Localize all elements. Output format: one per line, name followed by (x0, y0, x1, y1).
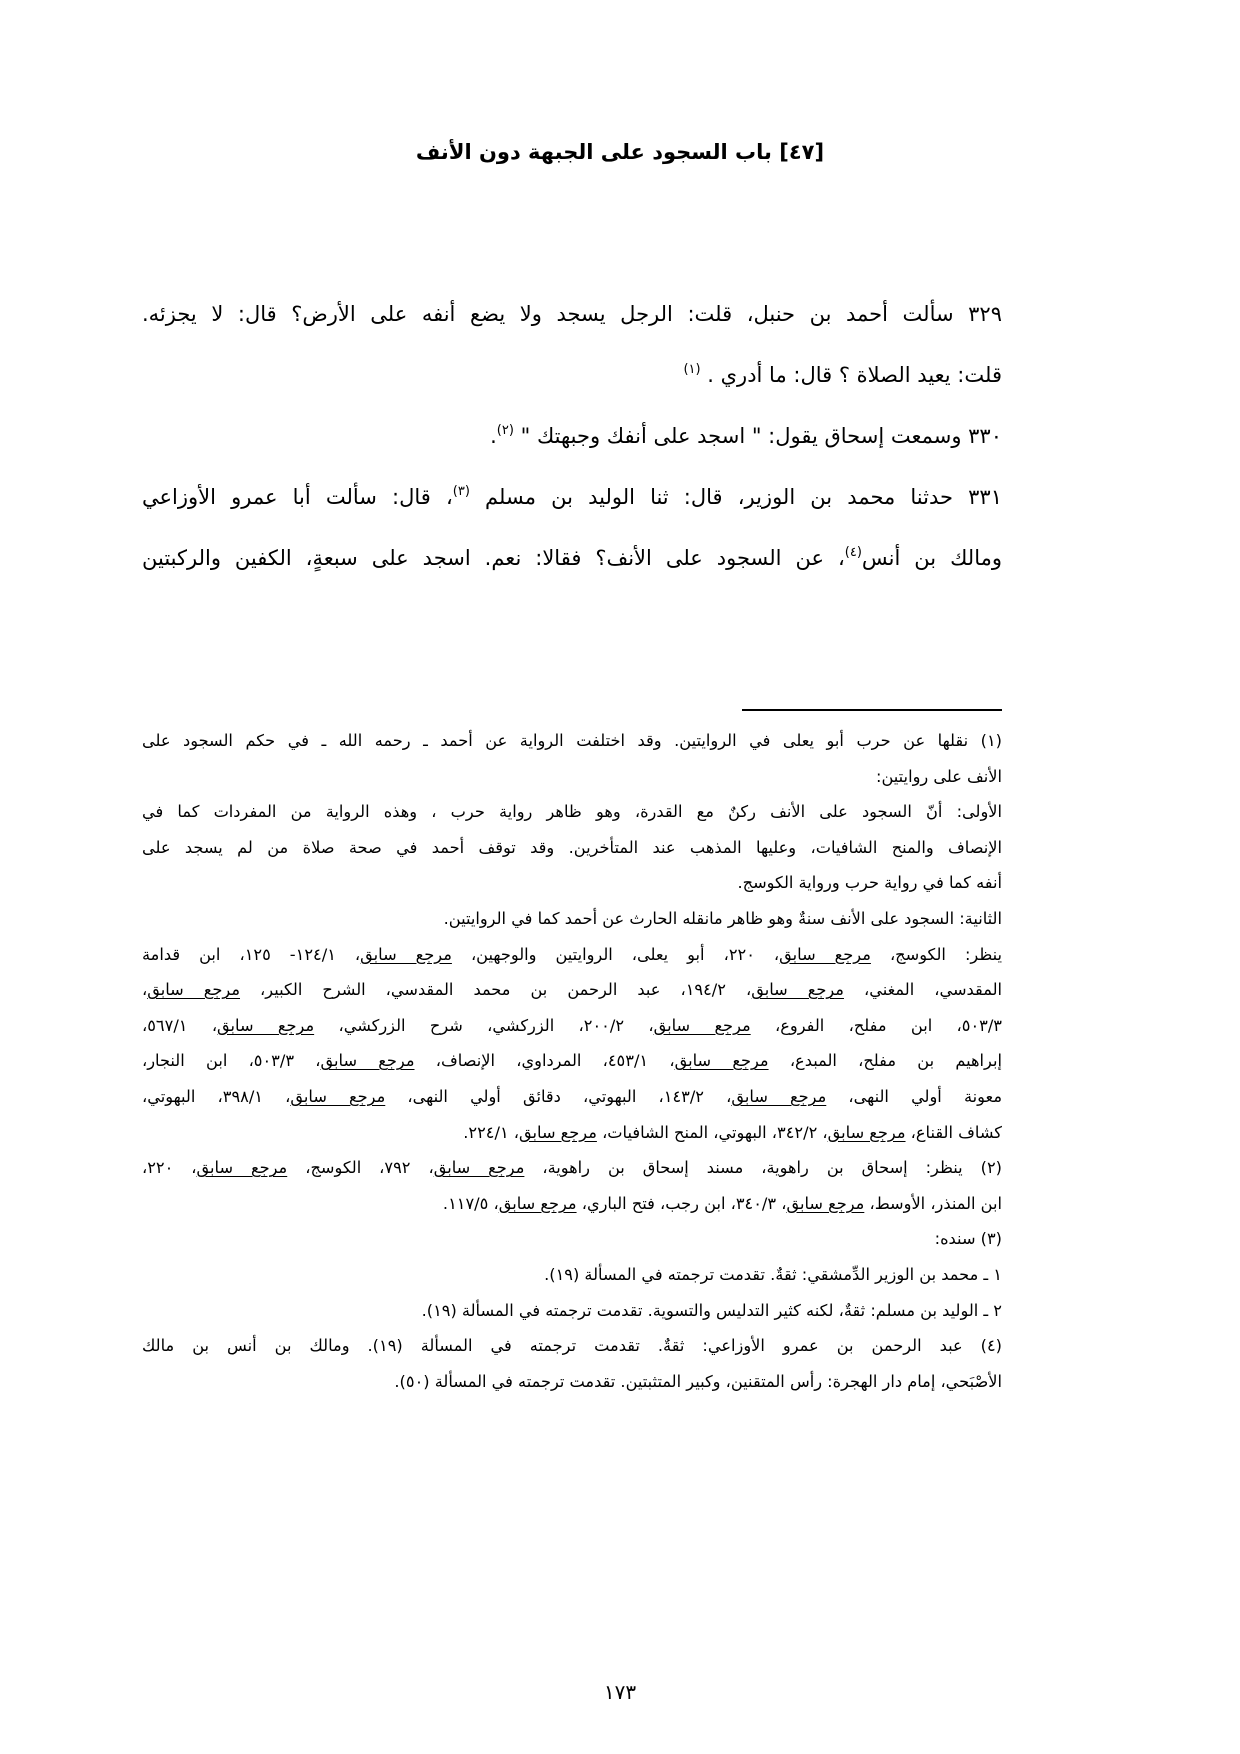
footnote-line: الإنصاف والمنح الشافيات، وعليها المذهب عند المتأخرين. وقد توقف أحمد في صحة صلاة من لم يسجد على (142, 837, 1002, 857)
text-run: ، ٥٠٣/٣، ابن النجار، (142, 1051, 321, 1071)
text-run: ، ١١٧/٥. (442, 1193, 499, 1213)
reference-link[interactable]: مرجع سابق (147, 980, 240, 1000)
reference-link[interactable]: مرجع سابق (827, 1122, 906, 1142)
main-text (142, 295, 1002, 600)
page-number: ١٧٣ (603, 1680, 637, 1704)
reference-link[interactable]: مرجع سابق (498, 1193, 577, 1213)
text-run: كشاف القناع، (910, 1122, 1002, 1142)
text-run: ، ١٩٤/٢، عبد الرحمن بن محمد المقدسي، الشرح الكبير، (260, 980, 752, 1000)
text-run: ، عن السجود على الأنف؟ فقالا: نعم. اسجد على سبعةٍ، الكفين والركبتين (142, 546, 845, 570)
text-run: ٥٠٣/٣، ابن مفلح، الفروع، (775, 1015, 1002, 1035)
text-run: ، ٢٢٠، أبو يعلى، الروايتين والوجهين، (470, 944, 780, 964)
footnote-marker[interactable]: (١) (683, 362, 701, 377)
footnote-line: الأولى: أنّ السجود على الأنف ركنٌ مع القدرة، وهو ظاهر رواية حرب ، وهذه الرواية من المفردات كما في (142, 802, 1002, 822)
footnotes (142, 723, 1002, 1399)
text-run: ، (142, 980, 148, 1000)
text-run: ٣٣٠ وسمعت إسحاق يقول: " اسجد على أنفك وجبهتك " (520, 424, 1002, 448)
text-run: ، ٧٩٢، الكوسج، (305, 1158, 434, 1178)
reference-link[interactable]: مرجع سابق (519, 1122, 597, 1142)
footnote-line: الأصْبَحي، إمام دار الهجرة: رأس المتقنين، وكبير المتثبتين. تقدمت ترجمته في المسألة (٥٠). (394, 1371, 1002, 1391)
footnote-line (142, 937, 1002, 973)
text-run: ، ١٤٣/٢، البهوتي، دقائق أولي النهى، (407, 1086, 732, 1106)
text-run: ، ٣٩٨/١، البهوتي، (142, 1086, 291, 1106)
footnote-line (142, 1150, 1002, 1186)
text-run: إبراهيم بن مفلح، المبدع، (789, 1051, 1002, 1071)
paragraph-line (142, 356, 1002, 417)
text-run: ابن المنذر، الأوسط، (869, 1193, 1002, 1213)
footnote-line (142, 1079, 1002, 1115)
footnote-line: ١ ـ محمد بن الوزير الدِّمشقي: ثقةٌ. تقدمت ترجمته في المسألة (١٩). (544, 1264, 1002, 1284)
footnote-line (142, 1186, 1002, 1222)
footnote-marker[interactable]: (٣) (452, 484, 470, 499)
footnote-line: الثانية: السجود على الأنف سنةٌ وهو ظاهر مانقله الحارث عن أحمد كما في الروايتين. (443, 908, 1002, 928)
reference-link[interactable]: مرجع سابق (779, 944, 871, 964)
chapter-title: [٤٧] باب السجود على الجبهة دون الأنف (415, 140, 825, 164)
footnote-line (142, 1115, 1002, 1151)
text-run: ، قال: سألت أبا عمرو الأوزاعي (142, 485, 453, 509)
text-run: ، ١٢٤/١- ١٢٥، ابن قدامة (142, 944, 361, 964)
footnote-line: (١) نقلها عن حرب أبو يعلى في الروايتين. وقد اختلفت الرواية عن أحمد ـ رحمه الله ـ في حكم السجود على (142, 731, 1002, 750)
reference-link[interactable]: مرجع سابق (731, 1086, 827, 1106)
reference-link[interactable]: مرجع سابق (674, 1051, 769, 1071)
footnote-line: أنفه كما في رواية حرب ورواية الكوسج. (737, 873, 1002, 893)
text-run: ، ٤٥٣/١، المرداوي، الإنصاف، (435, 1051, 675, 1071)
footnote-line: الأنف على روايتين: (876, 766, 1002, 786)
text-run: . (490, 424, 497, 448)
reference-link[interactable]: مرجع سابق (433, 1158, 525, 1178)
footnote-marker[interactable]: (٤) (844, 545, 862, 560)
reference-link[interactable]: مرجع سابق (320, 1051, 415, 1071)
footnote-line (142, 1008, 1002, 1044)
footnote-marker[interactable]: (٢) (496, 423, 514, 438)
footnote-separator (742, 709, 1002, 711)
paragraph-line (142, 417, 1002, 478)
text-run: قلت: يعيد الصلاة ؟ قال: ما أدري . (707, 363, 1002, 387)
text-run: ، ٣٤٢/٢، البهوتي، المنح الشافيات، (602, 1122, 828, 1142)
paragraph-line (142, 539, 1002, 600)
text-run: ينظر: الكوسج، (889, 944, 1002, 964)
footnote-line (142, 1043, 1002, 1079)
reference-link[interactable]: مرجع سابق (751, 980, 844, 1000)
reference-link[interactable]: مرجع سابق (290, 1086, 386, 1106)
text-run: معونة أولي النهى، (848, 1086, 1002, 1106)
reference-link[interactable]: مرجع سابق (196, 1158, 288, 1178)
text-run: (٢) ينظر: إسحاق بن راهوية، مسند إسحاق بن راهوية، (542, 1158, 1002, 1178)
text-run: ، ٢٠٠/٢، الزركشي، شرح الزركشي، (338, 1015, 654, 1035)
text-run: ، ٣٤٠/٣، ابن رجب، فتح الباري، (581, 1193, 787, 1213)
text-run: ، ٢٢٠، (142, 1158, 197, 1178)
paragraph-line (142, 478, 1002, 539)
reference-link[interactable]: مرجع سابق (653, 1015, 751, 1035)
text-run: ٣٣١ حدثنا محمد بن الوزير، قال: ثنا الوليد بن مسلم (485, 485, 1002, 509)
reference-link[interactable]: مرجع سابق (786, 1193, 865, 1213)
text-run: المقدسي، المغني، (864, 980, 1002, 1000)
footnote-line: (٣) سنده: (934, 1229, 1002, 1249)
text-run: ومالك بن أنس (861, 546, 1002, 570)
reference-link[interactable]: مرجع سابق (217, 1015, 315, 1035)
text-run: ، ٢٢٤/١. (463, 1122, 520, 1142)
reference-link[interactable]: مرجع سابق (360, 944, 452, 964)
paragraph-line (142, 295, 1002, 356)
text-run: ٣٢٩ سألت أحمد بن حنبل، قلت: الرجل يسجد ولا يضع أنفه على الأرض؟ قال: لا يجزئه. (142, 302, 1002, 326)
footnote-line (142, 972, 1002, 1008)
footnote-line: ٢ ـ الوليد بن مسلم: ثقةٌ، لكنه كثير التدليس والتسوية. تقدمت ترجمته في المسألة (١٩). (421, 1300, 1002, 1320)
footnote-line: (٤) عبد الرحمن بن عمرو الأوزاعي: ثقةٌ. تقدمت ترجمته في المسألة (١٩). ومالك بن أنس بن مالك (142, 1336, 1002, 1356)
text-run: ، ٥٦٧/١، (142, 1015, 218, 1035)
